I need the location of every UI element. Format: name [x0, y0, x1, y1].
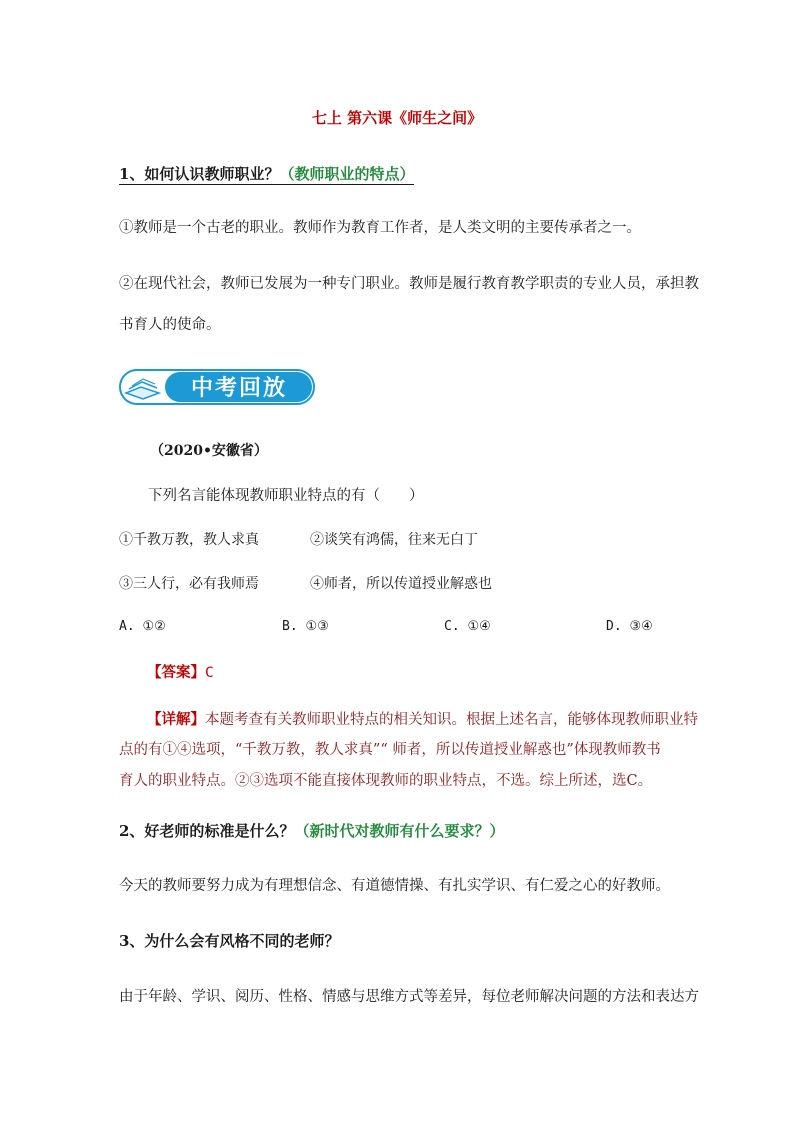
quote-option-1: ①千教万教，教人求真	[119, 532, 259, 548]
explanation-line-3: 育人的职业特点。②③选项不能直接体现教师的职业特点，不选。综上所述，选C。	[119, 773, 653, 789]
paragraph-3: 今天的教师要努力成为有理想信念、有道德情操、有扎实学识、有仁爱之心的好教师。	[119, 878, 670, 894]
quote-option-4: ④师者，所以传道授业解惑也	[310, 576, 492, 592]
explanation-line-1	[147, 708, 698, 729]
answer-value: C	[205, 665, 214, 681]
question-1-heading	[119, 163, 414, 184]
question-2-note: （新时代对教师有什么要求？）	[294, 822, 505, 840]
explanation-text-1: 本题考查有关教师职业特点的相关知识。根据上述名言，能够体现教师职业特	[205, 712, 698, 728]
choice-d: D. ③④	[606, 619, 653, 634]
explanation-line-2: 点的有①④选项，“千教万教，教人求真”“ 师者，所以传道授业解惑也”体现教师教书	[119, 742, 661, 758]
question-stem: 下列名言能体现教师职业特点的有（ ）	[148, 488, 424, 504]
choice-b: B. ①③	[282, 619, 329, 634]
page-title: 七上 第六课《师生之间》	[311, 109, 483, 127]
quote-option-2: ②谈笑有鸿儒，往来无白丁	[310, 532, 478, 548]
question-1-label: 1、如何认识教师职业？	[119, 165, 280, 183]
question-1-note: （教师职业的特点）	[279, 165, 415, 183]
paragraph-2-line-2: 书育人的使命。	[119, 317, 221, 333]
exam-review-banner	[119, 367, 315, 407]
quote-option-3: ③三人行，必有我师焉	[119, 576, 259, 592]
banner-graphic	[119, 367, 315, 407]
choice-c: C. ①④	[444, 619, 491, 634]
answer-line	[147, 661, 214, 682]
question-2-label: 2、好老师的标准是什么？	[119, 822, 295, 840]
question-source: （2020•安徽省）	[150, 443, 268, 459]
question-2-heading	[119, 820, 504, 841]
banner-text: 中考回放	[190, 376, 288, 401]
question-3-heading: 3、为什么会有风格不同的老师？	[119, 932, 340, 950]
choice-a: A. ①②	[119, 619, 166, 634]
paragraph-4: 由于年龄、学识、阅历、性格、情感与思维方式等差异，每位老师解决问题的方法和表达方	[119, 989, 699, 1005]
paragraph-1: ①教师是一个古老的职业。教师作为教育工作者，是人类文明的主要传承者之一。	[119, 220, 641, 236]
explanation-tag: 【详解】	[147, 711, 205, 728]
paragraph-2-line-1: ②在现代社会，教师已发展为一种专门职业。教师是履行教育教学职责的专业人员，承担教	[119, 276, 699, 292]
answer-tag: 【答案】	[147, 664, 205, 681]
